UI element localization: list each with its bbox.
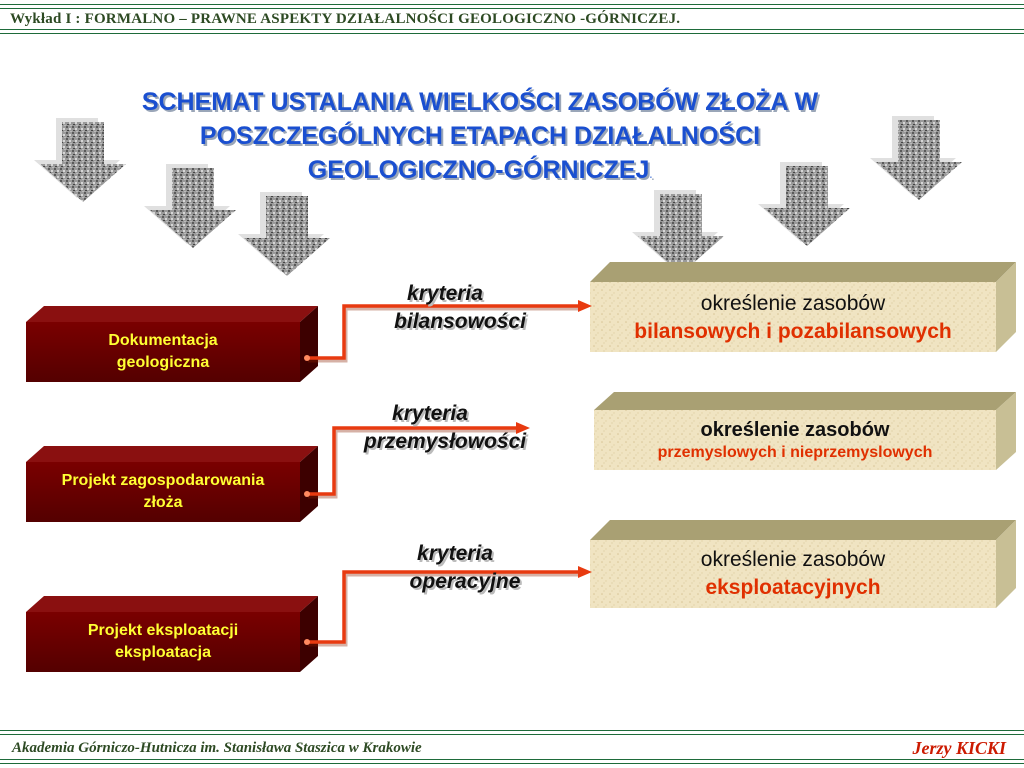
criteria-3-line-1: kryteria [417,542,493,565]
criteria-1-line-1: kryteria [407,282,483,305]
source-label-1 [26,330,300,374]
criteria-1-line-2: bilansowości [394,310,526,333]
result-2-line-1: określenie zasobów [700,419,890,441]
source-1-line-2: geologiczna [116,354,210,371]
criteria-2-line-1: kryteria [392,402,468,425]
result-1-line-1: określenie zasobów [700,292,886,315]
title-line-2: POSZCZEGÓLNYCH ETAPACH DZIAŁALNOŚCI [199,122,761,150]
diagram-title [40,85,920,193]
source-3-line-1: Projekt eksploatacji [87,622,239,639]
source-label-3 [26,620,300,664]
result-label-1 [590,290,996,346]
footer-institution: Akademia Górniczo-Hutnicza im. Stanisława Staszica w Krakowie [12,740,422,756]
result-3-line-2: eksploatacyjnych [705,576,881,599]
criteria-2-line-2: przemysłowości [363,430,527,453]
result-3-line-1: określenie zasobów [700,548,886,571]
source-1-line-1: Dokumentacja [108,332,218,349]
result-2-line-2: przemyslowych i nieprzemyslowych [657,444,933,461]
slide-footer [0,730,1024,764]
title-line-3 [40,153,920,193]
down-arrow-icon-4 [632,190,724,274]
footer-author: Jerzy KICKI [912,738,1006,758]
source-3-line-2: eksploatacja [114,644,212,661]
criteria-label-3 [380,540,550,596]
down-arrow-icon-3 [238,192,330,276]
title-line-3-text: GEOLOGICZNO-GÓRNICZEJ [307,156,650,184]
result-1-line-2: bilansowych i pozabilansowych [634,320,952,343]
header-title: Wykład I : FORMALNO – PRAWNE ASPEKTY DZIAŁALNOŚCI GEOLOGICZNO -GÓRNICZEJ. [10,11,681,27]
title-line-1: SCHEMAT USTALANIA WIELKOŚCI ZASOBÓW ZŁOŻA W [141,88,819,116]
title-dot: . [649,170,653,181]
result-label-2 [594,418,996,464]
source-2-line-1: Projekt zagospodarowania [61,472,265,489]
criteria-label-2 [340,400,550,456]
source-label-2 [26,470,300,514]
result-label-3 [590,546,996,602]
source-2-line-2: złoża [143,494,183,511]
criteria-3-line-2: operacyjne [409,570,521,593]
criteria-label-1 [370,280,550,336]
